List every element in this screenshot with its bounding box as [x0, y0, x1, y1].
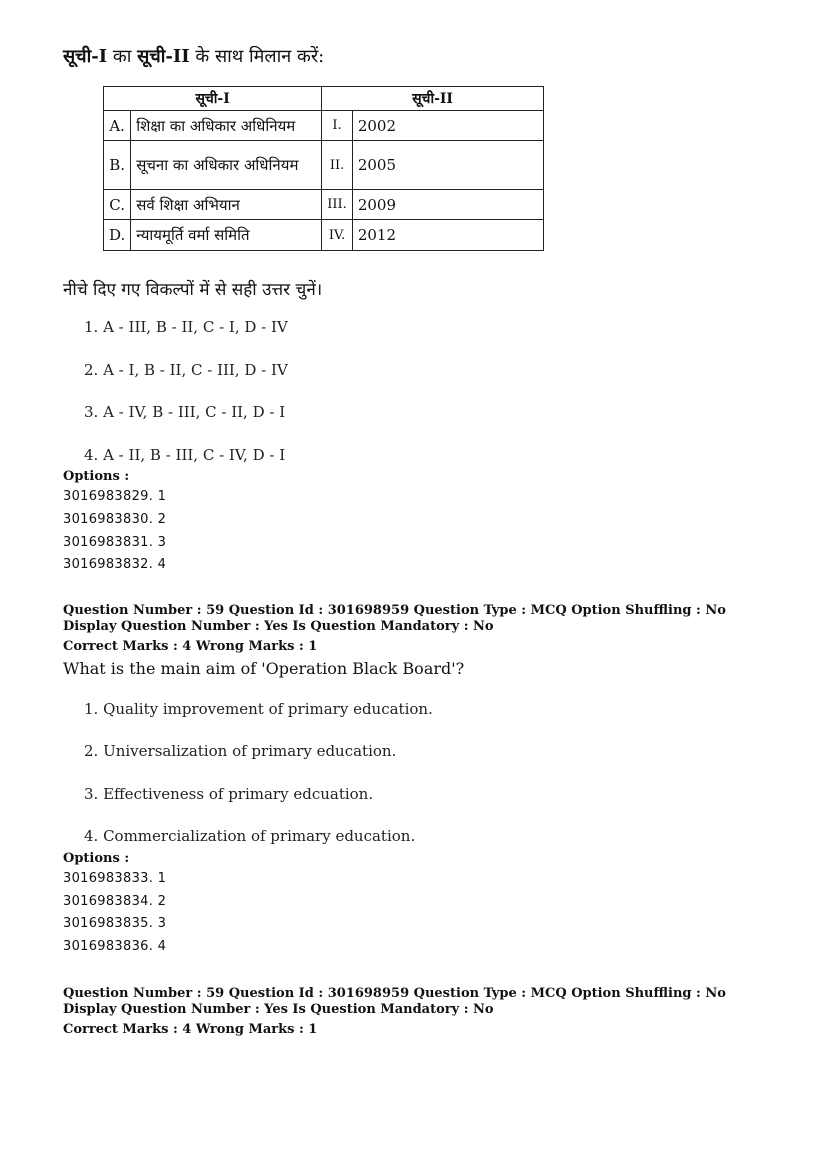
option-id: 3016983835. 3	[63, 916, 167, 931]
answer-choice: 3. Effectiveness of primary edcuation.	[84, 785, 374, 803]
option-id: 3016983833. 1	[63, 871, 167, 886]
row-key-2: I.	[322, 111, 353, 141]
table-header-row	[104, 87, 544, 111]
options-label: Options :	[63, 469, 130, 484]
answer-choice: 3. A - IV, B - III, C - II, D - I	[84, 403, 286, 421]
option-id: 3016983830. 2	[63, 512, 167, 527]
instruction-text: नीचे दिए गए विकल्पों में से सही उत्तर चुनें।	[63, 280, 323, 300]
marks-meta: Correct Marks : 4 Wrong Marks : 1	[63, 639, 318, 654]
question-meta: Question Number : 59 Question Id : 301698959 Question Type : MCQ Option Shuffling : No Display Question Number : Yes Is Question Mandatory : No	[63, 986, 726, 1017]
answer-choice: 1. A - III, B - II, C - I, D - IV	[84, 318, 288, 336]
table-row	[104, 190, 544, 220]
row-year: 2005	[352, 141, 543, 190]
options-label: Options :	[63, 851, 130, 866]
answer-choice: 4. Commercialization of primary education.	[84, 827, 416, 845]
row-key: A.	[104, 111, 131, 141]
answer-choice: 1. Quality improvement of primary education.	[84, 700, 433, 718]
option-id: 3016983836. 4	[63, 939, 167, 954]
row-year: 2002	[352, 111, 543, 141]
option-id: 3016983831. 3	[63, 535, 167, 550]
row-key-2: IV.	[322, 220, 353, 251]
answer-choice: 2. A - I, B - II, C - III, D - IV	[84, 361, 288, 379]
marks-meta: Correct Marks : 4 Wrong Marks : 1	[63, 1022, 318, 1037]
row-key-2: III.	[322, 190, 353, 220]
row-key: D.	[104, 220, 131, 251]
table-row	[104, 111, 544, 141]
row-item: न्यायमूर्ति वर्मा समिति	[131, 220, 322, 251]
question-text: What is the main aim of 'Operation Black Board'?	[63, 659, 465, 678]
table-row	[104, 141, 544, 190]
table-row	[104, 220, 544, 251]
row-year: 2009	[352, 190, 543, 220]
row-year: 2012	[352, 220, 543, 251]
answer-choice: 4. A - II, B - III, C - IV, D - I	[84, 446, 286, 464]
matching-table	[103, 86, 544, 251]
row-key: B.	[104, 141, 131, 190]
question-heading	[63, 44, 324, 68]
row-item: सूचना का अधिकार अधिनियम	[131, 141, 322, 190]
answer-choice: 2. Universalization of primary education.	[84, 742, 397, 760]
option-id: 3016983829. 1	[63, 489, 167, 504]
column-header-list-1: सूची-I	[104, 87, 322, 111]
row-item: सर्व शिक्षा अभियान	[131, 190, 322, 220]
option-id: 3016983834. 2	[63, 894, 167, 909]
heading-suffix: के साथ मिलान करें:	[189, 46, 325, 67]
row-item: शिक्षा का अधिकार अधिनियम	[131, 111, 322, 141]
list-2-label: सूची-II	[137, 46, 190, 67]
question-meta: Question Number : 59 Question Id : 301698959 Question Type : MCQ Option Shuffling : No Display Question Number : Yes Is Question Mandatory : No	[63, 603, 726, 634]
row-key: C.	[104, 190, 131, 220]
row-key-2: II.	[322, 141, 353, 190]
heading-connector: का	[107, 46, 138, 67]
column-header-list-2: सूची-II	[322, 87, 544, 111]
list-1-label: सूची-I	[63, 46, 108, 67]
option-id: 3016983832. 4	[63, 557, 167, 572]
